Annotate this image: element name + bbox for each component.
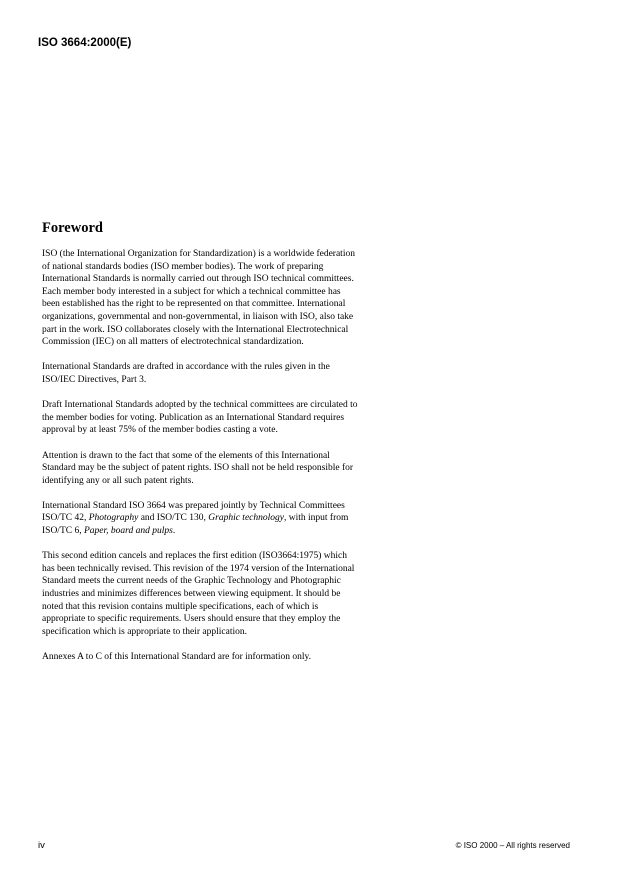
text-line: Annexes A to C of this International Standard are for information only. [42,652,312,662]
text-line: organizations, governmental and non-governmental, in liaison with ISO, also take [42,311,354,322]
text-line [42,525,414,538]
text-line: ISO (the International Organization for Standardization) is a worldwide federation [42,249,355,259]
text-line: Standard may be the subject of patent rights. ISO shall not be held responsible for [42,463,354,474]
paragraph-preparation [42,500,414,538]
text-line: part in the work. ISO collaborates closely with the International Electrotechnical [42,324,349,335]
text-line: International Standards are drafted in accordance with the rules given in the [42,362,330,373]
text-line [42,512,414,525]
committee-name-italic: Graphic technology [208,513,284,524]
copyright-notice: © ISO 2000 – All rights reserved [455,841,570,850]
text-run: , with input from [283,513,349,524]
text-line: Draft International Standards adopted by the technical committees are circulated to [42,400,358,411]
text-line: ISO/IEC Directives, Part 3. [42,374,147,385]
page-number: iv [38,840,45,851]
text-line: of national standards bodies (ISO member bodies). The work of preparing [42,261,324,272]
text-line: appropriate to specific requirements. Users should ensure that they employ the [42,614,341,625]
text-line: specification which is appropriate to their application. [42,626,247,637]
text-line: Commission (IEC) on all matters of electrotechnical standardization. [42,337,304,348]
committee-name-italic: Photography [88,513,139,524]
text-run: ISO/TC 6, [42,526,84,537]
text-run: ISO/TC 42, [42,513,89,524]
text-line: approval by at least 75% of the member bodies casting a vote. [42,425,278,436]
paragraph-directives [42,361,414,386]
text-line: This second edition cancels and replaces the first edition (ISO3664:1975) which [42,551,347,562]
text-line: the member bodies for voting. Publication as an International Standard requires [42,412,345,423]
text-run: and ISO/TC 130, [138,513,209,524]
document-id-header: ISO 3664:2000(E) [38,37,132,49]
section-title: Foreword [42,220,103,236]
paragraph-annexes [42,651,414,664]
text-line: International Standards is normally carried out through ISO technical committees. [42,274,354,285]
paragraph-edition-notes [42,550,414,638]
text-line: noted that this revision contains multiple specifications, each of which is [42,601,319,612]
foreword-body [42,248,414,676]
paragraph-patent-rights [42,450,414,488]
text-line: been established has the right to be represented on that committee. International [42,299,346,310]
paragraph-voting [42,399,414,437]
committee-name-italic: Paper, board and pulps [83,526,173,537]
text-line: identifying any or all such patent rights. [42,475,194,486]
paragraph-iso-intro [42,248,414,349]
text-line: Attention is drawn to the fact that some of the elements of this International [42,450,330,461]
text-run: . [172,526,176,537]
text-line: Each member body interested in a subject for which a technical committee has [42,286,341,297]
text-line: International Standard ISO 3664 was prepared jointly by Technical Committees [42,500,345,511]
text-line: Standard meets the current needs of the Graphic Technology and Photographic [42,576,341,587]
text-line: industries and minimizes differences between viewing equipment. It should be [42,589,341,600]
text-line: has been technically revised. This revision of the 1974 version of the International [42,563,355,574]
